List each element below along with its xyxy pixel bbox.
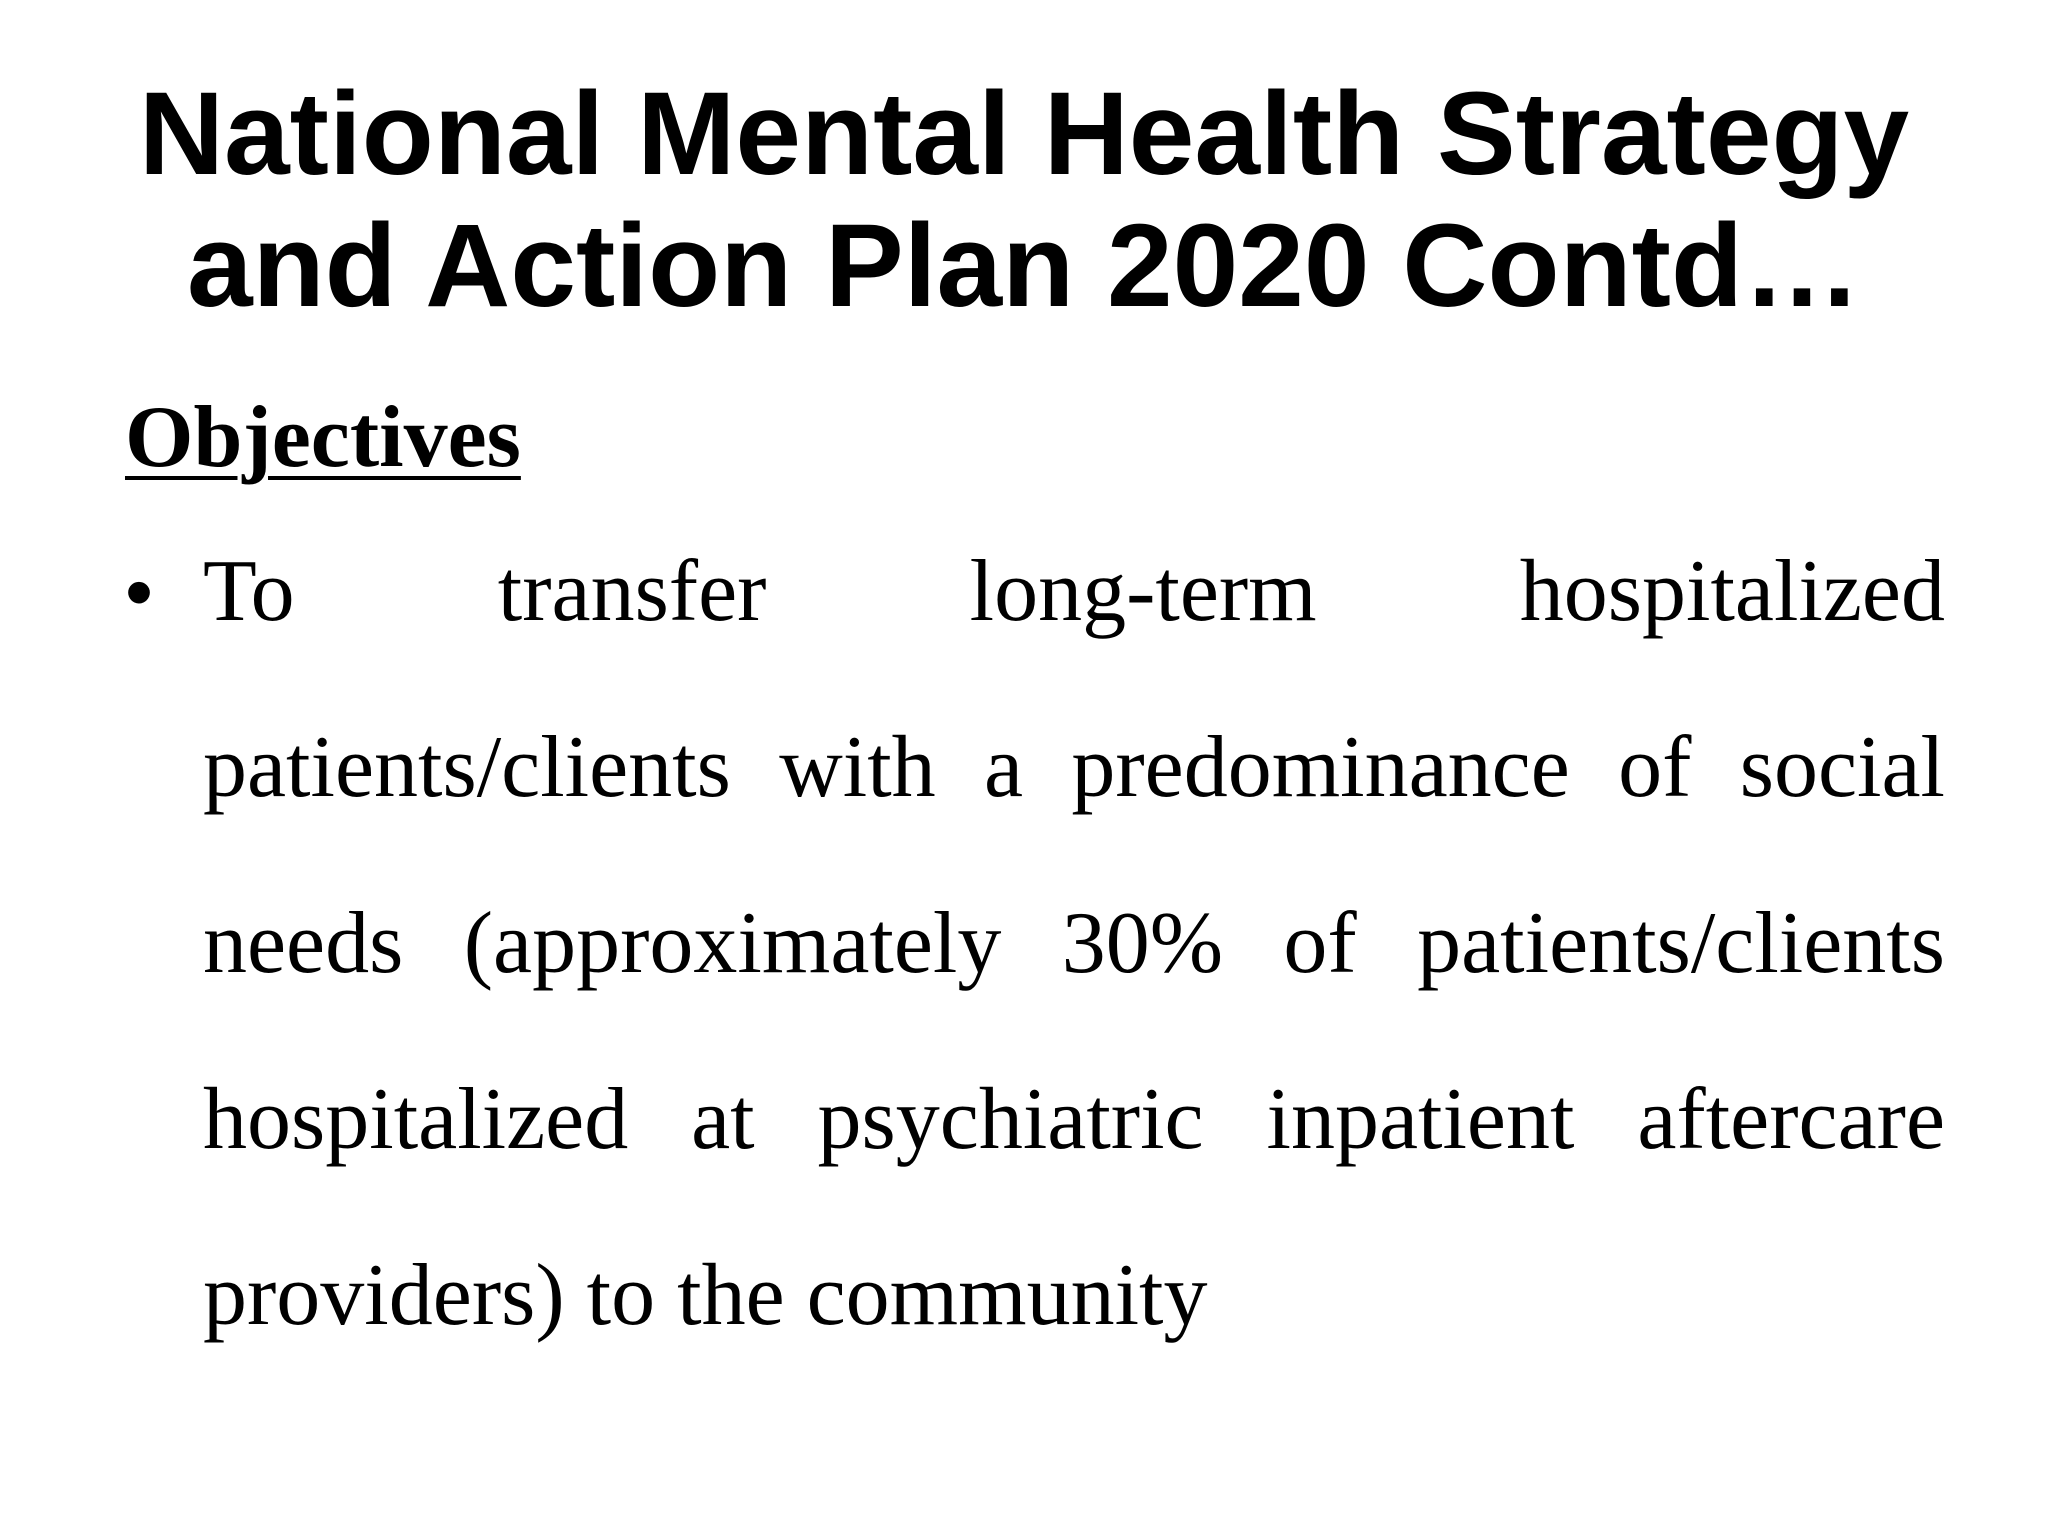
- objective-item: [125, 504, 1945, 1384]
- objective-text: To transfer long-term hospitalized patients/clients with a predominance of social needs (approximately 30% of patients/clients hospitalized at psychiatric inpatient aftercare providers) to the community: [203, 543, 1945, 1344]
- bullet-icon: •: [125, 547, 154, 636]
- slide-title-line-2: and Action Plan 2020 Contd…: [186, 200, 1862, 332]
- objectives-heading: Objectives: [125, 389, 521, 486]
- objectives-list: [125, 543, 1945, 1384]
- slide-title: [0, 68, 2048, 332]
- slide-title-line-1: National Mental Health Strategy: [138, 68, 1910, 200]
